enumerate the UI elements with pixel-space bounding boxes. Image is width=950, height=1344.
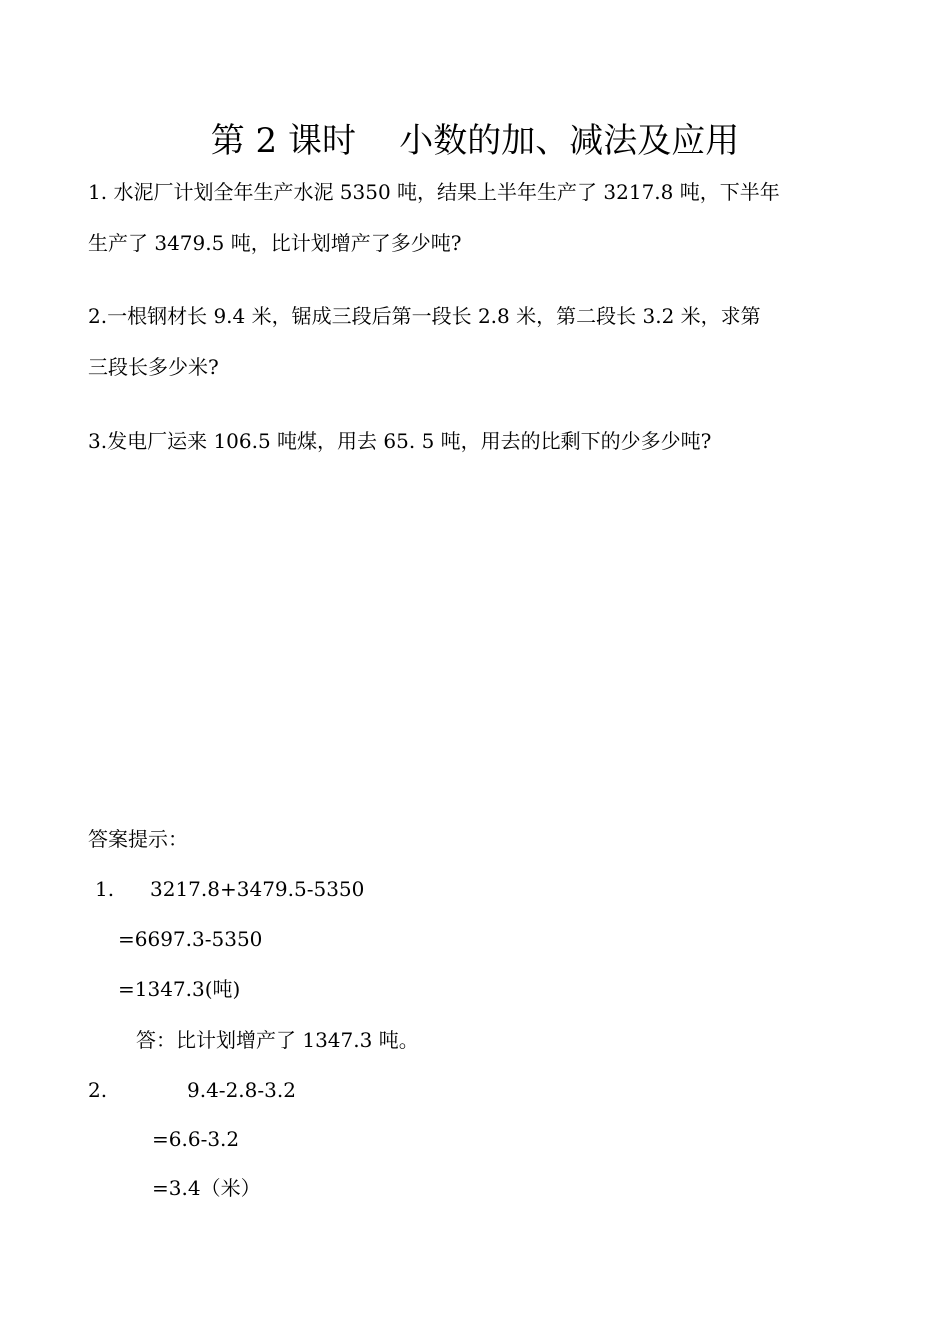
question-1-line-2: 生产了 3479.5 吨，比计划增产了多少吨? — [88, 231, 462, 255]
answer-1-number: 1. — [95, 877, 115, 901]
answer-2-expression: 9.4-2.8-3.2 — [187, 1078, 296, 1102]
question-2-line-1: 2.一根钢材长 9.4 米，锯成三段后第一段长 2.8 米，第二段长 3.2 米，求第 — [88, 304, 761, 328]
answer-1-expression: 3217.8+3479.5-5350 — [150, 877, 365, 901]
answer-2-number: 2. — [88, 1078, 108, 1102]
question-3-line-1: 3.发电厂运来 106.5 吨煤，用去 65. 5 吨，用去的比剩下的少多少吨? — [88, 429, 712, 453]
answer-1-step-1: =6697.3-5350 — [118, 927, 263, 951]
answer-2-step-2: =3.4（米） — [152, 1176, 261, 1200]
question-2-line-2: 三段长多少米? — [88, 355, 219, 379]
answer-2-step-1: =6.6-3.2 — [152, 1127, 240, 1151]
page-title: 第 2 课时 小数的加、减法及应用 — [210, 121, 740, 161]
answer-1-step-2: =1347.3(吨) — [118, 977, 241, 1001]
question-1-line-1: 1. 水泥厂计划全年生产水泥 5350 吨，结果上半年生产了 3217.8 吨，下半年 — [88, 180, 780, 204]
answer-1-conclusion: 答：比计划增产了 1347.3 吨。 — [136, 1028, 419, 1052]
answers-heading: 答案提示： — [88, 827, 188, 851]
